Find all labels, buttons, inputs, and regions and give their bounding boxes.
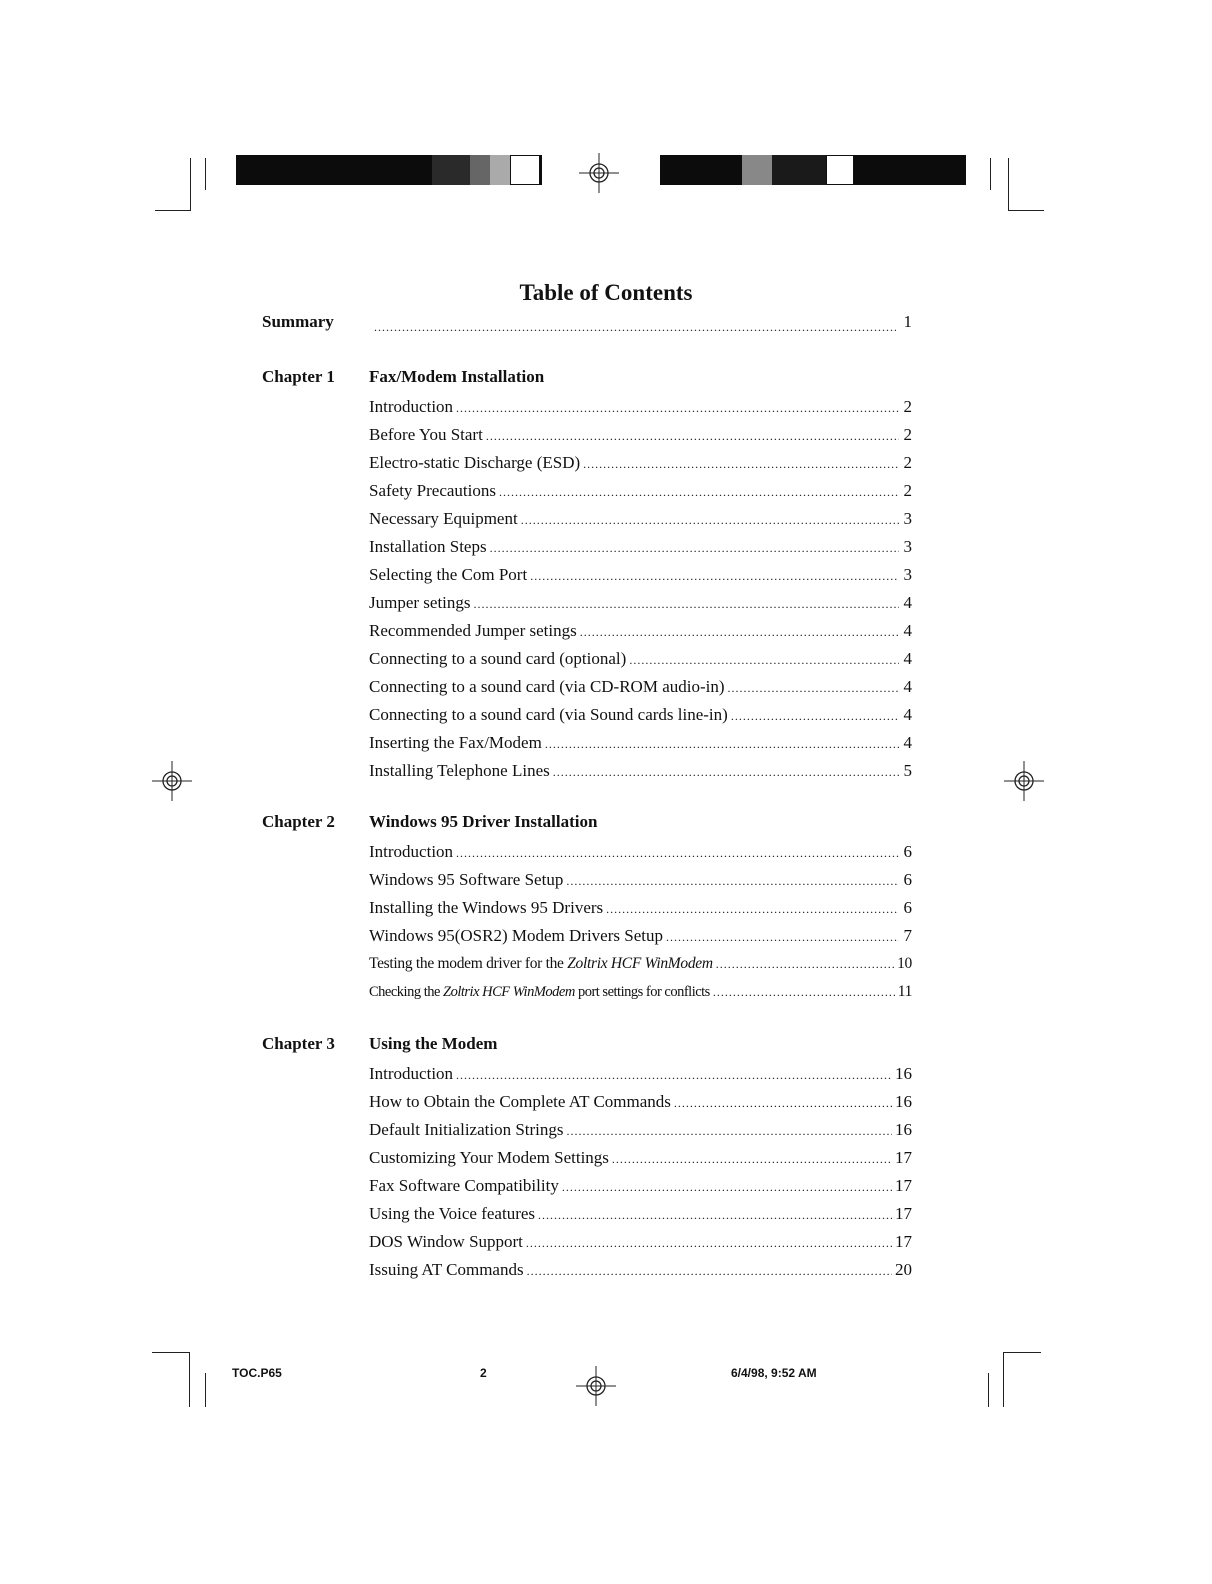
dot-leader xyxy=(521,508,899,532)
chapter-heading: Using the Modem xyxy=(369,1034,498,1053)
toc-entry[interactable] xyxy=(369,759,912,787)
dot-leader xyxy=(527,1259,892,1283)
crop-mark xyxy=(1003,1352,1004,1407)
toc-entry[interactable] xyxy=(369,1090,912,1118)
entry-page: 4 xyxy=(903,649,912,668)
entry-title: Introduction xyxy=(369,1064,454,1083)
dot-leader xyxy=(567,1119,892,1143)
toc-entries xyxy=(369,1062,912,1286)
entry-title-emphasis: Zoltrix HCF WinModem xyxy=(443,984,575,1000)
crop-mark xyxy=(155,210,191,211)
toc-summary-row xyxy=(262,312,912,336)
entry-page: 17 xyxy=(895,1176,912,1195)
entry-page: 2 xyxy=(903,481,912,500)
crop-mark xyxy=(1008,158,1009,211)
entry-title: Default Initialization Strings xyxy=(369,1120,564,1139)
entry-title: Selecting the Com Port xyxy=(369,565,528,584)
color-swatch xyxy=(490,155,510,185)
chapter-heading: Fax/Modem Installation xyxy=(369,367,545,386)
crop-mark xyxy=(190,158,191,211)
toc-entry[interactable] xyxy=(369,952,912,980)
dot-leader xyxy=(538,1203,892,1227)
entry-page: 6 xyxy=(903,870,912,889)
toc-entry[interactable] xyxy=(369,1118,912,1146)
toc-entry[interactable] xyxy=(369,924,912,952)
entry-title-post: port settings for conflicts xyxy=(574,984,710,1000)
entry-page: 10 xyxy=(897,955,912,972)
entry-title: Necessary Equipment xyxy=(369,509,518,528)
crop-mark xyxy=(152,1352,190,1353)
entry-title: Issuing AT Commands xyxy=(369,1260,524,1279)
dot-leader xyxy=(499,480,899,504)
footer-filename: TOC.P65 xyxy=(232,1366,282,1380)
entry-title: Introduction xyxy=(369,842,454,861)
entry-title: Electro-static Discharge (ESD) xyxy=(369,453,581,472)
entry-page: 17 xyxy=(895,1232,912,1251)
entry-page: 16 xyxy=(895,1092,912,1111)
dot-leader xyxy=(566,869,899,893)
chapter-label: Chapter 1 xyxy=(262,367,335,386)
entry-title: Using the Voice features xyxy=(369,1204,536,1223)
crop-mark xyxy=(1008,210,1044,211)
entry-page: 11 xyxy=(897,983,912,1000)
entry-page: 4 xyxy=(903,705,912,724)
crop-mark xyxy=(205,158,206,190)
registration-mark-icon xyxy=(576,1366,616,1406)
toc-entry[interactable] xyxy=(369,1062,912,1090)
dot-leader xyxy=(580,620,899,644)
toc-entry[interactable] xyxy=(369,1202,912,1230)
entry-title: Windows 95(OSR2) Modem Drivers Setup xyxy=(369,926,663,945)
entry-title: Recommended Jumper setings xyxy=(369,621,577,640)
entry-page: 4 xyxy=(903,677,912,696)
toc-entry[interactable] xyxy=(369,591,912,619)
entry-page: 3 xyxy=(903,565,912,584)
entry-page: 5 xyxy=(903,761,912,780)
entry-title: Connecting to a sound card (via CD-ROM audio-in) xyxy=(369,677,725,696)
registration-mark-icon xyxy=(579,153,619,193)
color-swatch xyxy=(742,155,772,185)
summary-label: Summary xyxy=(262,312,334,331)
dot-leader xyxy=(713,980,895,1004)
entry-page: 3 xyxy=(903,509,912,528)
entry-title: Customizing Your Modem Settings xyxy=(369,1148,609,1167)
entry-title-pre: Checking the xyxy=(369,984,444,1000)
dot-leader xyxy=(474,592,899,616)
entry-title: Before You Start xyxy=(369,425,483,444)
entry-title: DOS Window Support xyxy=(369,1232,523,1251)
dot-leader xyxy=(606,897,899,921)
toc-entry[interactable] xyxy=(369,731,912,759)
entry-title-emphasis: Zoltrix HCF WinModem xyxy=(567,955,713,972)
entry-page: 3 xyxy=(903,537,912,556)
toc-entry[interactable] xyxy=(369,703,912,731)
dot-leader xyxy=(612,1147,892,1171)
color-swatch xyxy=(432,155,470,185)
entry-title: Installing the Windows 95 Drivers xyxy=(369,898,604,917)
entry-title xyxy=(369,952,713,976)
entry-page: 7 xyxy=(903,926,912,945)
dot-leader xyxy=(526,1231,892,1255)
toc-entry[interactable] xyxy=(369,563,912,591)
toc-entry[interactable] xyxy=(369,675,912,703)
toc-entry[interactable] xyxy=(369,395,912,423)
toc-entry[interactable] xyxy=(369,868,912,896)
entry-title: How to Obtain the Complete AT Commands xyxy=(369,1092,671,1111)
entry-page: 17 xyxy=(895,1148,912,1167)
crop-mark xyxy=(990,158,991,190)
entry-title: Installing Telephone Lines xyxy=(369,761,550,780)
dot-leader xyxy=(728,676,899,700)
crop-mark xyxy=(988,1373,989,1407)
color-bar-right xyxy=(660,155,966,185)
entry-title-pre: Testing the modem driver for the xyxy=(369,955,568,972)
entry-title: Fax Software Compatibility xyxy=(369,1176,559,1195)
color-swatch xyxy=(510,155,540,185)
dot-leader xyxy=(716,952,894,976)
summary-page: 1 xyxy=(903,312,912,331)
toc-entry[interactable] xyxy=(369,507,912,535)
crop-mark xyxy=(205,1373,206,1407)
dot-leader xyxy=(456,396,899,420)
toc-entry[interactable] xyxy=(369,479,912,507)
dot-leader xyxy=(374,320,896,335)
crop-mark xyxy=(189,1352,190,1407)
entry-title xyxy=(369,980,710,1004)
toc-entry[interactable] xyxy=(369,423,912,451)
toc-entry[interactable] xyxy=(369,896,912,924)
color-swatch xyxy=(470,155,490,185)
entry-title: Jumper setings xyxy=(369,593,471,612)
toc-entry[interactable] xyxy=(369,980,912,1008)
toc-entries xyxy=(369,840,912,1008)
toc-entry[interactable] xyxy=(369,647,912,675)
entry-page: 2 xyxy=(903,453,912,472)
entry-page: 2 xyxy=(903,425,912,444)
chapter-heading: Windows 95 Driver Installation xyxy=(369,812,598,831)
entry-page: 2 xyxy=(903,397,912,416)
footer-timestamp: 6/4/98, 9:52 AM xyxy=(731,1366,817,1380)
color-bar-left xyxy=(236,155,542,185)
dot-leader xyxy=(583,452,899,476)
entry-page: 4 xyxy=(903,733,912,752)
registration-mark-icon xyxy=(1004,761,1044,801)
entry-title: Installation Steps xyxy=(369,537,487,556)
dot-leader xyxy=(545,732,899,756)
footer-page-number: 2 xyxy=(480,1366,487,1380)
dot-leader xyxy=(530,564,899,588)
entry-title: Safety Precautions xyxy=(369,481,496,500)
entry-page: 6 xyxy=(903,898,912,917)
entry-title: Connecting to a sound card (via Sound cards line-in) xyxy=(369,705,728,724)
dot-leader xyxy=(486,424,899,448)
dot-leader xyxy=(490,536,899,560)
entry-page: 16 xyxy=(895,1064,912,1083)
dot-leader xyxy=(674,1091,892,1115)
dot-leader xyxy=(456,1063,892,1087)
toc-entry[interactable] xyxy=(369,1258,912,1286)
entry-title: Inserting the Fax/Modem xyxy=(369,733,542,752)
toc-entry[interactable] xyxy=(369,1230,912,1258)
entry-page: 4 xyxy=(903,593,912,612)
dot-leader xyxy=(666,925,899,949)
color-swatch xyxy=(826,155,854,185)
page-title: Table of Contents xyxy=(519,280,693,305)
dot-leader xyxy=(562,1175,892,1199)
entry-title: Introduction xyxy=(369,397,454,416)
toc-entry[interactable] xyxy=(369,535,912,563)
toc-entry[interactable] xyxy=(369,451,912,479)
dot-leader xyxy=(629,648,899,672)
chapter-label: Chapter 3 xyxy=(262,1034,335,1053)
entry-title: Windows 95 Software Setup xyxy=(369,870,564,889)
color-swatch xyxy=(772,155,826,185)
registration-mark-icon xyxy=(152,761,192,801)
toc-entry[interactable] xyxy=(369,1174,912,1202)
entry-page: 20 xyxy=(895,1260,912,1279)
entry-page: 17 xyxy=(895,1204,912,1223)
dot-leader xyxy=(456,841,899,865)
toc-entry[interactable] xyxy=(369,840,912,868)
entry-page: 4 xyxy=(903,621,912,640)
toc-entry[interactable] xyxy=(369,1146,912,1174)
chapter-label: Chapter 2 xyxy=(262,812,335,831)
entry-page: 16 xyxy=(895,1120,912,1139)
toc-entry[interactable] xyxy=(369,619,912,647)
entry-page: 6 xyxy=(903,842,912,861)
entry-title: Connecting to a sound card (optional) xyxy=(369,649,627,668)
dot-leader xyxy=(731,704,899,728)
toc-entries xyxy=(369,395,912,787)
dot-leader xyxy=(553,760,899,784)
crop-mark xyxy=(1003,1352,1041,1353)
